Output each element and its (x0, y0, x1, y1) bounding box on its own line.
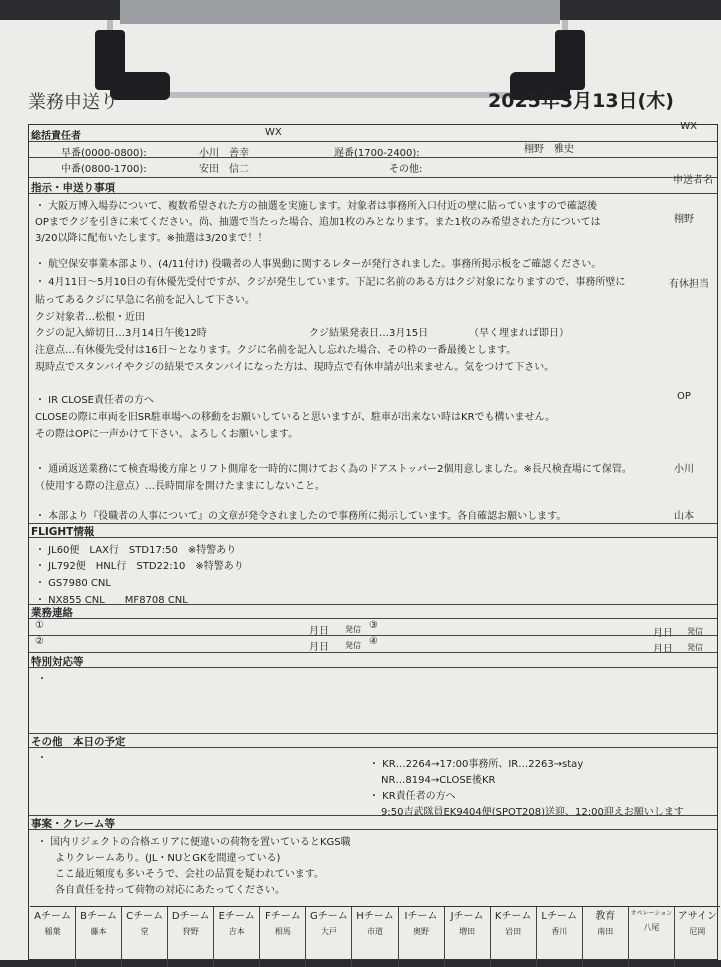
team-cell (491, 907, 537, 967)
team-cell (168, 907, 214, 967)
divider (29, 829, 717, 830)
contact-slot: ③ (369, 620, 378, 631)
team-name: Lチーム (541, 911, 577, 922)
late-shift-name: 栩野 雅史 (524, 144, 574, 155)
team-name: 教育 (595, 911, 616, 922)
instruction-line: 現時点でスタンバイやクジの結果でスタンバイになった方は、現時点で有休申請が出来ません。気をつけて下さい。 (35, 362, 555, 373)
instruction-line: ・ 大阪万博入場券について、複数希望された方の抽選を実施します。対象者は事務所入口付近の壁に貼っていますので確認後 (35, 201, 597, 212)
team-cell (537, 907, 583, 967)
team-name: Gチーム (310, 911, 348, 922)
instructions-label: 指示・申送り事項 (31, 182, 115, 194)
team-member: 南田 (597, 927, 614, 936)
late-shift-label: 遅番(1700-2400): (334, 148, 420, 159)
flight-item: ・ JL60便 LAX行 STD17:50 ※特警あり (35, 545, 237, 556)
team-name: Cチーム (126, 911, 164, 922)
team-name: オペレーション (630, 910, 673, 917)
early-shift-label: 早番(0000-0800): (61, 148, 147, 159)
mid-shift-label: 中番(0800-1700): (61, 164, 147, 175)
divider (29, 815, 717, 816)
team-cell (629, 907, 675, 967)
contact-sent: 発信 (345, 641, 361, 650)
contact-sent: 発信 (345, 625, 361, 634)
instruction-line: クジ対象者…松根・近田 (35, 312, 145, 323)
sender-label: 申送者名 (673, 175, 713, 186)
special-bullet: ・ (37, 674, 47, 685)
team-cell (122, 907, 168, 967)
team-member: 狩野 (182, 927, 199, 936)
team-member: 稲葉 (44, 927, 61, 936)
schedule-line: NR…8194→CLOSE後KR (381, 775, 496, 786)
instruction-line: ・ 航空保安事業本部より、(4/11付け) 役職者の人事異動に関するレターが発行されました。事務所掲示板をご確認ください。 (35, 259, 602, 270)
chief-label: 総括責任者 (31, 131, 81, 142)
flight-item: ・ JL792便 HNL行 STD22:10 ※特警あり (35, 561, 244, 572)
team-name: アサイン (677, 911, 718, 922)
special-label: 特別対応等 (31, 656, 84, 668)
contact-date: 月日 (309, 642, 329, 653)
instruction-line: ・ 本部より『役職者の人事について』の文章が発令されましたので事務所に掲示しています。各自確認お願いします。 (35, 511, 567, 522)
team-member: 堂 (140, 927, 149, 936)
team-name: Bチーム (80, 911, 118, 922)
wx-label: WX (265, 127, 282, 138)
claim-line: 各自責任を持って荷物の対応にあたってください。 (55, 885, 285, 896)
team-member: 尼岡 (689, 927, 706, 936)
wx-label-right: WX (680, 121, 697, 132)
contact-date: 月日 (653, 628, 673, 639)
divider (29, 652, 717, 653)
team-cell (260, 907, 306, 967)
team-cell (445, 907, 491, 967)
team-member: 藤本 (90, 927, 107, 936)
contact-sent: 発信 (687, 643, 703, 652)
flight-label: FLIGHT情報 (31, 526, 95, 538)
divider (29, 618, 717, 619)
divider (29, 177, 717, 178)
team-member: 香川 (551, 927, 568, 936)
instruction-line: 3/20以降に配布いたします。※抽選は3/20まで！！ (35, 233, 268, 244)
instruction-line: その際はOPに一声かけて下さい。よろしくお願いします。 (35, 429, 299, 440)
team-cell (399, 907, 445, 967)
instruction-line: CLOSEの際に車両を旧SR駐車場への移動をお願いしていると思いますが、駐車が出来ない時はKRでも構いません。 (35, 412, 556, 423)
sender-name: 有休担当 (669, 279, 709, 290)
team-member: 大戸 (320, 927, 337, 936)
other-bullet: ・ (37, 753, 47, 764)
mid-shift-name: 安田 信二 (199, 164, 249, 175)
team-name: Aチーム (34, 911, 71, 922)
handover-sheet (28, 121, 718, 960)
claim-line: よりクレームあり。(JL・NUとGKを間違っている) (55, 853, 281, 864)
team-member: 吉本 (228, 927, 245, 936)
team-member: 八尾 (643, 923, 660, 932)
team-cell (352, 907, 398, 967)
team-cell (583, 907, 629, 967)
contact-slot: ① (35, 620, 44, 631)
document-date: 2025年3月13日(木) (488, 90, 674, 112)
team-cell (306, 907, 352, 967)
instruction-line: 注意点…有休優先受付は16日～となります。クジに名前を記入し忘れた場合、その枠の一番最後とします。 (35, 345, 517, 356)
instruction-line: 貼ってあるクジに早急に名前を記入して下さい。 (35, 295, 255, 306)
document-title: 業務申送り (28, 92, 118, 113)
team-name: Jチーム (450, 911, 484, 922)
schedule-line: ・ KR…2264→17:00事務所、IR…2263→stay (369, 759, 584, 770)
team-roster (30, 906, 720, 967)
team-cell (76, 907, 122, 967)
team-name: Dチーム (171, 911, 210, 922)
other-schedule-label: その他 本日の予定 (31, 736, 126, 748)
divider (29, 537, 717, 538)
other-label: その他: (389, 164, 423, 175)
divider (29, 193, 717, 194)
instruction-line: ・ 通函返送業務にて検査場後方扉とリフト側扉を一時的に開けておく為のドアストッパー2個用意しました。※長尺検査場にて保管。 (35, 464, 632, 475)
instruction-line: （使用する際の注意点）…長時間扉を開けたままにしないこと。 (35, 481, 325, 492)
instruction-line: ・ 4月11日～5月10日の有休優先受付ですが、クジが発生しています。下記に名前のある方はクジ対象になりますので、事務所壁に (35, 277, 626, 288)
team-name: Hチーム (356, 911, 394, 922)
sender-name: 山本 (674, 511, 694, 522)
team-cell (30, 907, 76, 967)
schedule-line: ・ KR責任者の方へ (369, 791, 456, 802)
early-shift-name: 小川 善幸 (199, 148, 249, 159)
contact-slot: ④ (369, 636, 378, 647)
claims-label: 事案・クレーム等 (31, 818, 115, 830)
team-name: Fチーム (264, 911, 301, 922)
instruction-line: ・ IR CLOSE責任者の方へ (35, 395, 154, 406)
flight-item: ・ NX855 CNL MF8708 CNL (35, 595, 188, 606)
flight-item: ・ GS7980 CNL (35, 578, 111, 589)
divider (29, 733, 717, 734)
team-member: 奥野 (413, 927, 430, 936)
divider (29, 604, 717, 605)
claim-line: ・ 国内リジェクトの合格エリアに便違いの荷物を置いているとKGS職 (37, 837, 351, 848)
instruction-line: OPまでクジを引きに来てください。尚、抽選で当たった場合、追加1枚のみとなります。また1枚のみ希望された方については (35, 217, 601, 228)
sender-name: OP (677, 391, 691, 402)
contact-date: 月日 (309, 626, 329, 637)
team-name: Iチーム (404, 911, 438, 922)
sender-name: 小川 (674, 464, 694, 475)
divider (29, 747, 717, 748)
divider (29, 157, 717, 158)
contact-slot: ② (35, 636, 44, 647)
claim-line: ここ最近頻度も多いそうで、会社の品質を疑われています。 (55, 869, 324, 880)
contact-label: 業務連絡 (31, 607, 73, 619)
team-cell (675, 907, 720, 967)
team-member: 市道 (366, 927, 383, 936)
divider (29, 523, 717, 524)
instruction-line: （早く埋まれば即日） (469, 328, 569, 339)
instruction-line: クジ結果発表日…3月15日 (309, 328, 429, 339)
instruction-line: クジの記入締切日…3月14日午後12時 (35, 328, 207, 339)
divider (29, 141, 717, 142)
team-member: 相馬 (274, 927, 291, 936)
divider (29, 667, 717, 668)
schedule-line: 9:50吉武隊員EK9404便(SPOT208)送迎、12:00迎えお願いします (381, 807, 684, 818)
team-name: Eチーム (218, 911, 255, 922)
contact-date: 月日 (653, 644, 673, 655)
contact-sent: 発信 (687, 627, 703, 636)
team-cell (214, 907, 260, 967)
sender-name: 栩野 (674, 214, 694, 225)
team-member: 増田 (459, 927, 476, 936)
team-name: Kチーム (494, 911, 532, 922)
team-member: 岩田 (505, 927, 522, 936)
